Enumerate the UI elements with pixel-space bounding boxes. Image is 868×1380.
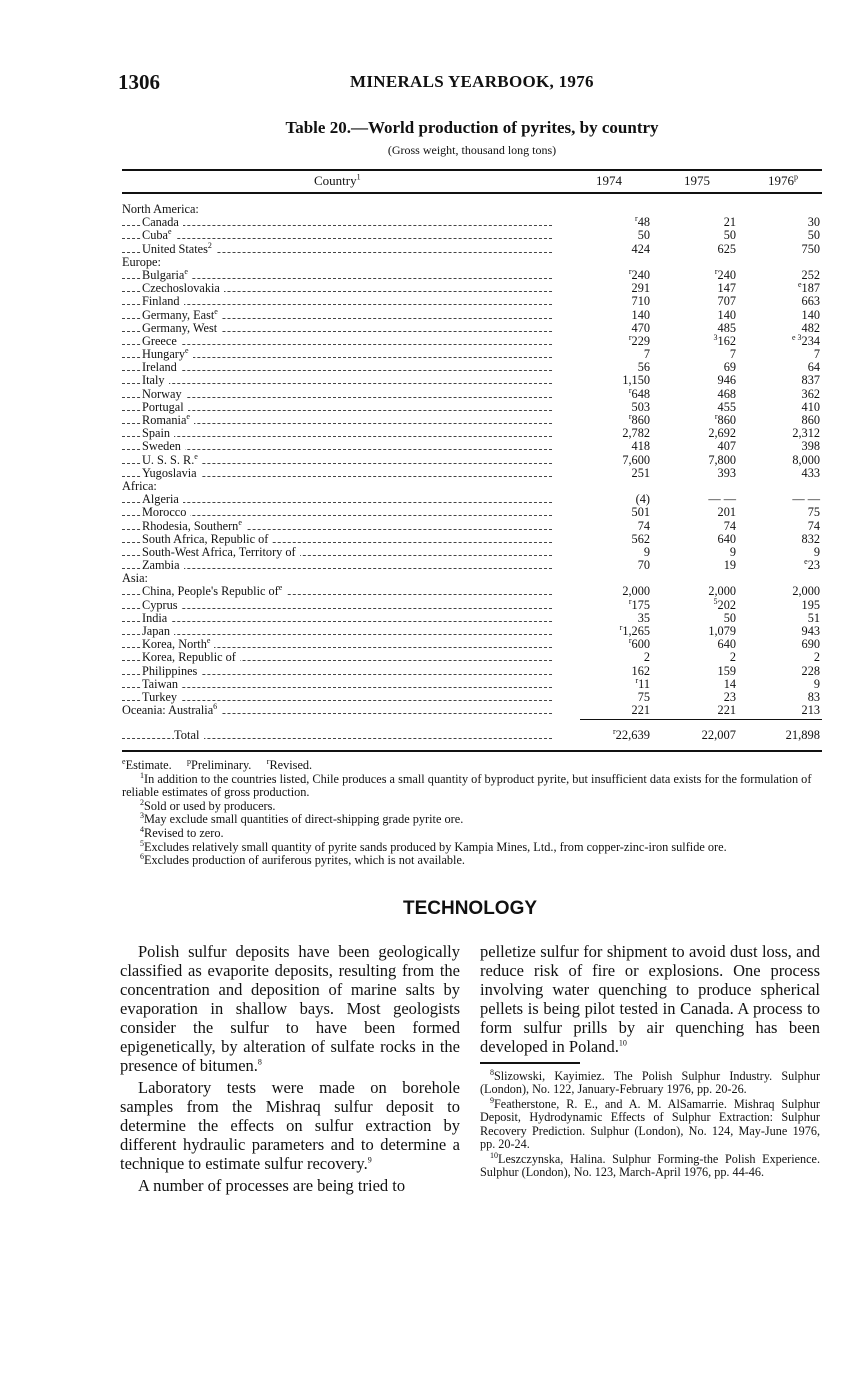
- table-row: [122, 332, 822, 348]
- total-row: [122, 726, 822, 743]
- column-header-1976-mark: p: [794, 172, 798, 182]
- value-1974: 75: [637, 689, 650, 704]
- country-name: Zambia: [142, 559, 184, 572]
- value-1974: $^r$229: [628, 332, 650, 348]
- table-bottom-rule: [122, 750, 822, 752]
- leader-dots: [122, 621, 552, 622]
- column-header-1976: [768, 173, 798, 189]
- country-name: Germany, West: [142, 322, 221, 335]
- value-1976: 2: [813, 650, 820, 665]
- value-1974: 7: [643, 347, 650, 362]
- column-header-country: [314, 173, 361, 189]
- leader-dots: [122, 436, 552, 437]
- value-1974: 74: [637, 518, 650, 533]
- value-1976: 75: [807, 505, 820, 520]
- footnote: $^4$Revised to zero.: [140, 824, 224, 840]
- value-1974: 35: [637, 610, 650, 625]
- table-subtitle: (Gross weight, thousand long tons): [387, 143, 557, 157]
- value-1974: $^r$240: [628, 266, 650, 282]
- value-1975: 2,000: [708, 584, 736, 599]
- value-1975: 19: [723, 558, 736, 573]
- value-1976: 195: [801, 597, 820, 612]
- total-rule: [580, 719, 822, 720]
- value-1976: 837: [801, 373, 820, 388]
- column-header-country-label: Country: [314, 173, 357, 188]
- country-name: Norway: [142, 388, 186, 401]
- value-1974: 291: [631, 281, 650, 296]
- country-name: Ireland: [142, 361, 181, 374]
- country-name: Korea, Republic of: [142, 651, 240, 664]
- value-1974: 50: [637, 228, 650, 243]
- country-name: Bulgaria$^e$: [142, 269, 192, 282]
- value-1975: 407: [717, 439, 736, 454]
- column-header-1976-label: 1976: [768, 173, 794, 188]
- legend-preliminary: Preliminary.: [191, 758, 252, 772]
- table-top-rule: [122, 169, 822, 171]
- value-1975: 393: [717, 465, 736, 480]
- legend-revised: Revised.: [269, 758, 313, 772]
- value-1976: $^e$187: [797, 280, 820, 296]
- footnote: $^2$Sold or used by producers.: [140, 797, 276, 813]
- country-name: Taiwan: [142, 678, 182, 691]
- country-name: India: [142, 612, 171, 625]
- country-name: Algeria: [142, 493, 183, 506]
- value-1975: 50: [723, 228, 736, 243]
- reference: $^9$Featherstone, R. E., and A. M. AlSamarrie. Mishraq Sulphur Deposit, Hydrodynamic Effects of Sulphur Extraction: Sulphur Recovery Prediction. Sulphur (London), No. 124, May-June 1976, pp. 20-24.: [480, 1095, 820, 1151]
- column-header-country-mark: 1: [356, 172, 361, 182]
- value-1975: 69: [723, 360, 736, 375]
- section-title: TECHNOLOGY: [402, 898, 538, 919]
- value-1974: $^r$11: [635, 675, 650, 691]
- value-1976: 433: [801, 465, 820, 480]
- value-1975: $^r$860: [714, 411, 736, 427]
- country-name: South-West Africa, Territory of: [142, 546, 300, 559]
- country-name: Africa:: [122, 480, 161, 493]
- footnote: $^3$May exclude small quantities of direct-shipping grade pyrite ore.: [140, 811, 464, 827]
- value-1974: 710: [631, 294, 650, 309]
- country-name: Europe:: [122, 256, 165, 269]
- value-1976: 252: [801, 267, 820, 282]
- value-1975: 2,692: [708, 426, 736, 441]
- value-1975: $^5$202: [713, 596, 736, 612]
- table-group-row: [122, 203, 822, 216]
- country-name: Czechoslovakia: [142, 282, 224, 295]
- value-1975: 1,079: [708, 624, 736, 638]
- value-1974: 424: [631, 241, 650, 256]
- country-name: Italy: [142, 374, 169, 387]
- leader-dots: [122, 449, 552, 450]
- country-name: Cyprus: [142, 599, 182, 612]
- total-1974: [570, 726, 650, 742]
- value-1976: 50: [807, 228, 820, 243]
- value-1974: $^r$175: [628, 596, 650, 612]
- paragraph-text: Laboratory tests were made on borehole samples from the Mishraq sulfur deposit to determine the effects on sulfur extraction by different hydraulic parameters and to determine a technique to estimate sulfur recovery.: [120, 1078, 460, 1173]
- value-1975: 14: [723, 676, 736, 691]
- value-1976: 9: [813, 544, 820, 559]
- value-1975: 50: [723, 610, 736, 625]
- value-1975: 7: [729, 347, 736, 362]
- country-name: Oceania: Australia$^6$: [122, 704, 221, 717]
- value-1975: 140: [717, 307, 736, 322]
- country-name: Korea, North$^e$: [142, 638, 214, 651]
- value-1976: 7: [813, 347, 820, 362]
- value-1974: 2: [643, 650, 650, 665]
- country-name: Portugal: [142, 401, 188, 414]
- value-1974: 1,150: [622, 373, 650, 388]
- footnote: $^5$Excludes relatively small quantity of pyrite sands produced by Kampia Mines, Ltd., from copper-zinc-iron sulfide ore.: [140, 838, 727, 854]
- value-1976: 943: [801, 624, 820, 638]
- value-1974: 503: [631, 399, 650, 414]
- value-1975: 485: [717, 320, 736, 335]
- column-header-1974: 1974: [596, 173, 622, 188]
- text-column-right: [480, 942, 820, 1181]
- legend-p-mark: p: [187, 756, 192, 766]
- table-row: [122, 467, 822, 480]
- footnote-ref[interactable]: 9: [367, 1155, 372, 1165]
- value-1976: 2,312: [792, 426, 820, 441]
- country-name: Japan: [142, 625, 174, 638]
- footnote-ref[interactable]: 10: [618, 1038, 627, 1048]
- leader-dots: [122, 608, 552, 609]
- leader-dots: [122, 383, 552, 384]
- value-1974: 562: [631, 531, 650, 546]
- country-name: Cuba$^e$: [142, 229, 176, 242]
- value-1976: 410: [801, 399, 820, 414]
- footnote-ref[interactable]: 8: [257, 1057, 262, 1067]
- country-name: Philippines: [142, 665, 201, 678]
- value-1975: 2: [729, 650, 736, 665]
- reference: $^{10}$Leszczynska, Halina. Sulphur Forming-the Polish Experience. Sulphur (London), No. 123, March-April 1976, pp. 44-46.: [480, 1150, 820, 1179]
- value-1976: 362: [801, 386, 820, 401]
- value-1975: 468: [717, 386, 736, 401]
- legend-estimate: Estimate.: [125, 758, 172, 772]
- value-1976: — —: [792, 492, 820, 507]
- value-1976: 860: [801, 413, 820, 427]
- legend-e-mark: e: [122, 756, 126, 766]
- value-1975: 7,800: [708, 452, 736, 467]
- table-header-rule: [122, 192, 822, 194]
- footnote-rule: [480, 1062, 580, 1064]
- leader-dots: [122, 700, 552, 701]
- value-1975: 23: [723, 689, 736, 704]
- value-1975: $^3$162: [713, 332, 736, 348]
- value-1975: 201: [717, 505, 736, 520]
- value-1976: 83: [807, 689, 820, 704]
- paragraph: [120, 1078, 460, 1173]
- value-1975: 640: [717, 531, 736, 546]
- country-name: U. S. S. R.$^e$: [142, 454, 202, 467]
- value-1974: $^r$648: [628, 385, 650, 401]
- value-1975: 455: [717, 399, 736, 414]
- table-row: [122, 546, 822, 559]
- value-1974: $^r$1,265: [619, 622, 650, 638]
- country-name: China, People's Republic $of^e$: [142, 585, 286, 598]
- column-header-1975: 1975: [684, 173, 710, 188]
- leader-dots: [122, 687, 552, 688]
- value-1974: 221: [631, 703, 650, 718]
- leader-dots: [122, 568, 552, 569]
- value-1976: 750: [801, 241, 820, 256]
- country-name: Asia:: [122, 572, 152, 585]
- country-name: Germany, East$^e$: [142, 309, 222, 322]
- country-name: Yugoslavia: [142, 467, 201, 480]
- legend-line: [122, 756, 822, 773]
- value-1975: 625: [717, 241, 736, 256]
- reference: $^8$Slizowski, Kayimiez. The Polish Sulphur Industry. Sulphur (London), No. 122, January-February 1976, pp. 20-26.: [480, 1067, 820, 1096]
- paragraph: [480, 942, 820, 1056]
- country-name: United States$^2$: [142, 243, 216, 256]
- value-1974: 418: [631, 439, 650, 454]
- table-body: [122, 203, 822, 717]
- total-1974-mark: r: [612, 726, 616, 736]
- footnote: $^1$In addition to the countries listed, Chile produces a small quantity of byproduct pyrite, but insufficient data exists for the formulation of reliable estimates of gross production.: [122, 770, 812, 800]
- value-1975: 147: [717, 281, 736, 296]
- value-1975: — —: [708, 492, 736, 507]
- value-1974: $^r$600: [628, 636, 650, 652]
- country-name: North America:: [122, 203, 203, 216]
- value-1974: 9: [643, 544, 650, 559]
- value-1974: 162: [631, 663, 650, 678]
- country-name: Romania$^e$: [142, 414, 194, 427]
- country-name: Finland: [142, 295, 184, 308]
- value-1974: 140: [631, 307, 650, 322]
- value-1976: $^{e 3}$234: [791, 332, 820, 348]
- legend-r-mark: r: [266, 756, 270, 766]
- value-1974: 70: [637, 558, 650, 573]
- value-1976: 832: [801, 531, 820, 546]
- leader-dots: [122, 370, 552, 371]
- value-1976: 663: [801, 294, 820, 309]
- table-row: [122, 704, 822, 717]
- value-1976: 2,000: [792, 584, 820, 599]
- value-1976: 51: [807, 610, 820, 625]
- value-1976: $^e$23: [804, 556, 820, 573]
- table-row: [122, 665, 822, 678]
- table-row: [122, 675, 822, 691]
- value-1976: 74: [807, 518, 820, 533]
- table-title: Table 20.—World production of pyrites, by country: [285, 118, 659, 137]
- value-1976: 8,000: [792, 452, 820, 467]
- value-1974: 2,782: [622, 426, 650, 441]
- value-1975: $^r$240: [714, 266, 736, 282]
- value-1976: 398: [801, 439, 820, 454]
- paragraph: [120, 942, 460, 1075]
- value-1974: $^r$860: [628, 411, 650, 427]
- table-row: [122, 556, 822, 573]
- running-title: MINERALS YEARBOOK, 1976: [350, 72, 594, 91]
- value-1975: 640: [717, 637, 736, 652]
- country-name: Spain: [142, 427, 174, 440]
- paragraph-text: Polish sulfur deposits have been geologically classified as evaporite deposits, resulting from the concentration and deposition of marine salts by evaporation in shallow bays. Most geologists consider the sulfur to have been formed epigenetically, by alteration of sulfate rocks in the presence of bitumen.: [120, 942, 460, 1075]
- leader-dots: [122, 634, 552, 635]
- country-name: Hungary$^e$: [142, 348, 193, 361]
- value-1976: 140: [801, 307, 820, 322]
- leader-dots: [122, 238, 552, 239]
- value-1976: 228: [801, 663, 820, 678]
- country-name: Sweden: [142, 440, 185, 453]
- value-1976: 213: [801, 703, 820, 718]
- paragraph-text: pelletize sulfur for shipment to avoid dust loss, and reduce risk of fire or explosions. One process involving water quenching to produce spherical pellets is being pilot tested in Canada. A process to form sulfur prills by air quenching has been developed in Poland.: [480, 942, 820, 1056]
- value-1974: 501: [631, 505, 650, 520]
- value-1974: 470: [631, 320, 650, 335]
- total-1976: 21,898: [785, 728, 820, 742]
- country-name: Greece: [142, 335, 181, 348]
- leader-dots: [122, 225, 552, 226]
- reference-list: [480, 1067, 820, 1180]
- value-1975: 707: [717, 294, 736, 309]
- country-name: Turkey: [142, 691, 181, 704]
- leader-dots: [122, 344, 552, 345]
- country-name: Morocco: [142, 506, 190, 519]
- value-1976: 9: [813, 676, 820, 691]
- footnote: $^6$Excludes production of auriferous pyrites, which is not available.: [140, 852, 465, 868]
- table-row: [122, 345, 822, 362]
- page-number: 1306: [118, 70, 160, 94]
- value-1975: 946: [717, 373, 736, 388]
- total-1975: 22,007: [701, 728, 736, 742]
- value-1976: 64: [807, 360, 820, 375]
- value-1976: 482: [801, 320, 820, 335]
- country-name: Rhodesia, Southern$^e$: [142, 520, 246, 533]
- table-footnotes: [122, 756, 822, 868]
- value-1975: 221: [717, 703, 736, 718]
- total-label: Total: [174, 729, 204, 742]
- value-1975: 9: [729, 544, 736, 559]
- value-1976: 690: [801, 637, 820, 652]
- value-1974: 2,000: [622, 584, 650, 599]
- value-1974: 56: [637, 360, 650, 375]
- country-name: Canada: [142, 216, 183, 229]
- value-1974: 251: [631, 465, 650, 480]
- text-column-left: [120, 942, 460, 1195]
- value-1974: (4): [635, 492, 650, 507]
- value-1974: 7,600: [622, 452, 650, 467]
- leader-dots: [122, 304, 552, 305]
- value-1975: 21: [723, 215, 736, 230]
- value-1976: 30: [807, 215, 820, 230]
- value-1974: $^r$48: [635, 214, 650, 230]
- table-row: [122, 216, 822, 229]
- table-row: [122, 596, 822, 612]
- value-1975: 159: [717, 663, 736, 678]
- table-row: [122, 240, 822, 256]
- paragraph: A number of processes are being tried to: [138, 1176, 406, 1195]
- total-1974-value: 22,639: [615, 728, 650, 742]
- footnote-list: [122, 770, 822, 868]
- value-1975: 74: [723, 518, 736, 533]
- leader-dots: [122, 502, 552, 503]
- country-name: South Africa, Republic of: [142, 533, 272, 546]
- leader-dots: [122, 397, 552, 398]
